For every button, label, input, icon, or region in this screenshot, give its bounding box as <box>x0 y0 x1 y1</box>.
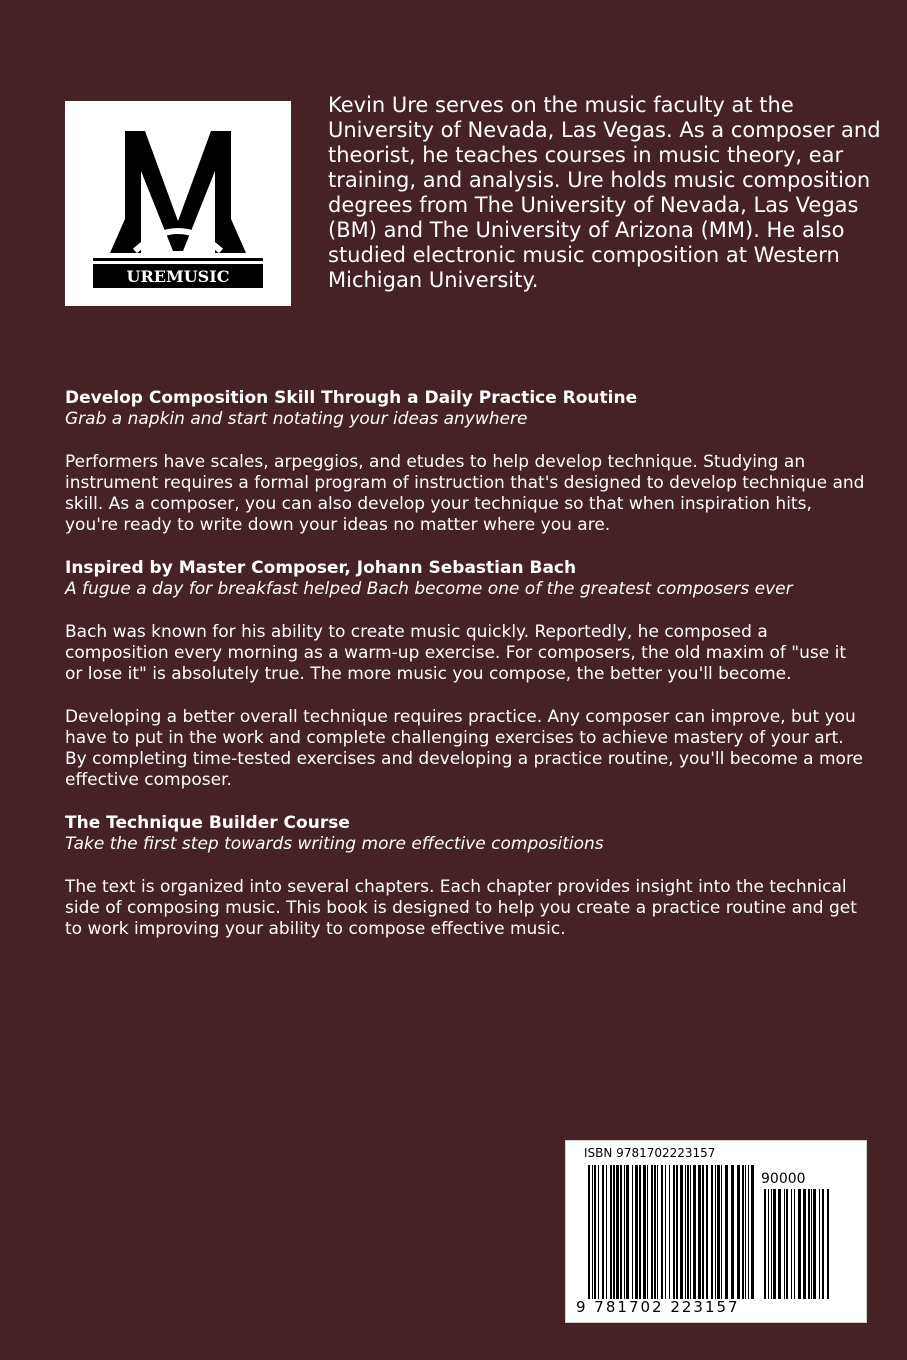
uremusic-logo <box>65 101 291 306</box>
price-code: 90000 <box>761 1171 806 1187</box>
author-bio: Kevin Ure serves on the music faculty at the University of Nevada, Las Vegas. As a composer and theorist, he teaches courses in music theory, ear training, and analysis. Ure holds music composition degrees from The University of Nevada, Las Vegas (BM) and The University of Arizona (MM). He also studied electronic music composition at Western Michigan University. <box>328 93 881 292</box>
section-paragraph: The text is organized into several chapters. Each chapter provides insight into the technical side of composing music. This book is designed to help you create a practice routine and get to work improving your ability to compose effective music. <box>65 877 857 939</box>
description-body <box>65 388 865 940</box>
logo-wordmark: UREMUSIC <box>126 267 230 286</box>
section-heading: The Technique Builder Course <box>65 813 350 833</box>
barcode-bars <box>566 1141 868 1324</box>
section-bach <box>65 558 865 791</box>
logo-graphic <box>65 101 291 306</box>
section-paragraph: Developing a better overall technique requires practice. Any composer can improve, but you have to put in the work and complete challenging exercises to achieve mastery of your art. By completing time-tested exercises and developing a practice routine, you'll become a more effective composer. <box>65 707 864 790</box>
section-paragraph: Performers have scales, arpeggios, and etudes to help develop technique. Studying an instrument requires a formal program of instruction that's designed to develop technique and skill. As a composer, you can also develop your technique so that when inspiration hits, you're ready to write down your ideas no matter where you are. <box>65 452 865 535</box>
section-subheading: Take the first step towards writing more effective compositions <box>65 834 604 854</box>
section-practice-routine <box>65 388 865 536</box>
section-heading: Develop Composition Skill Through a Daily Practice Routine <box>65 388 638 408</box>
barcode-digits: 9 781702 223157 <box>576 1298 740 1316</box>
section-heading: Inspired by Master Composer, Johann Sebastian Bach <box>65 558 577 578</box>
section-paragraph: Bach was known for his ability to create music quickly. Reportedly, he composed a composition every morning as a warm-up exercise. For composers, the old maxim of "use it or lose it" is absolutely true. The more music you compose, the better you'll become. <box>65 622 847 684</box>
isbn-label: ISBN 9781702223157 <box>584 1146 716 1160</box>
section-subheading: A fugue a day for breakfast helped Bach become one of the greatest composers ever <box>65 579 793 599</box>
section-technique-builder <box>65 813 865 940</box>
section-subheading: Grab a napkin and start notating your ideas anywhere <box>65 409 528 429</box>
isbn-barcode <box>565 1140 867 1323</box>
